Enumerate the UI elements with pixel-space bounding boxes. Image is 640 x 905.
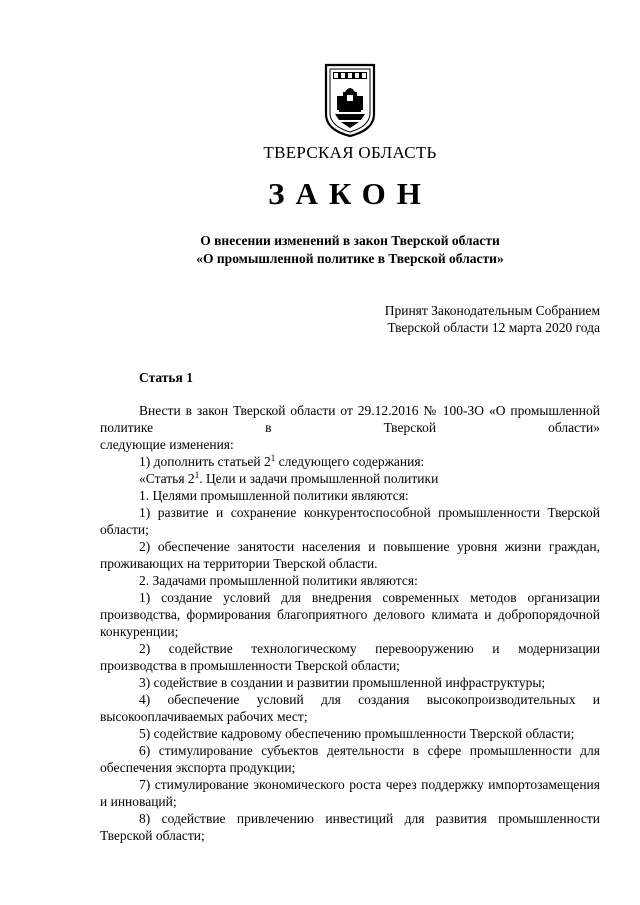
goal-item: 1) развитие и сохранение конкурентоспособной промышленности Тверской области;	[100, 505, 600, 537]
task-item: 1) создание условий для внедрения современных методов организации производства, формирования благоприятного делового климата и добропорядочной конкуренции;	[100, 590, 600, 639]
inserted-article-title-text: «Статья 2	[139, 471, 195, 486]
superscript: 1	[194, 470, 200, 480]
task-item: 6) стимулирование субъектов деятельности в сфере промышленности для обеспечения экспорта продукции;	[100, 743, 600, 775]
law-subject-line: «О промышленной политике в Тверской области»	[196, 251, 504, 266]
amendment-item-text: 1) дополнить статьей 2	[139, 454, 271, 469]
region-name: ТВЕРСКАЯ ОБЛАСТЬ	[263, 143, 437, 162]
task-item: 2) содействие технологическому перевооружению и модернизации производства в промышленности Тверской области;	[100, 641, 600, 673]
task-item: 5) содействие кадровому обеспечению промышленности Тверской области;	[139, 726, 575, 741]
amendment-item-text: следующего содержания:	[275, 454, 425, 469]
article-body	[100, 402, 600, 844]
task-item: 3) содействие в создании и развитии промышленной инфраструктуры;	[139, 675, 546, 690]
law-subject	[0, 232, 640, 268]
adoption-note	[385, 302, 600, 336]
superscript: 1	[270, 453, 276, 463]
law-subject-line: О внесении изменений в закон Тверской области	[200, 233, 500, 248]
inserted-article-title-text: . Цели и задачи промышленной политики	[199, 471, 439, 486]
amendment-item	[100, 453, 600, 470]
task-item: 8) содействие привлечению инвестиций для развития промышленности Тверской области;	[100, 811, 600, 843]
article-heading: Статья 1	[139, 370, 193, 385]
adoption-line: Принят Законодательным Собранием	[384, 303, 600, 318]
task-item: 7) стимулирование экономического роста через поддержку импортозамещения и инноваций;	[100, 777, 600, 809]
document-type-title: ЗАКОН	[268, 176, 432, 211]
article-intro: Внести в закон Тверской области от 29.12.2016 № 100-ЗО «О промышленной политике в Тверской области»	[100, 403, 600, 435]
coat-of-arms-icon	[323, 62, 377, 138]
task-item: 4) обеспечение условий для создания высокопроизводительных и высокооплачиваемых рабочих мест;	[100, 692, 600, 724]
article-intro-end: следующие изменения:	[100, 437, 234, 452]
adoption-line: Тверской области 12 марта 2020 года	[387, 320, 600, 335]
goals-header: 1. Целями промышленной политики являются:	[139, 488, 409, 503]
goal-item: 2) обеспечение занятости населения и повышение уровня жизни граждан, проживающих на территории Тверской области.	[100, 539, 600, 571]
inserted-article-title	[100, 470, 600, 487]
tasks-header: 2. Задачами промышленной политики являются:	[139, 573, 418, 588]
